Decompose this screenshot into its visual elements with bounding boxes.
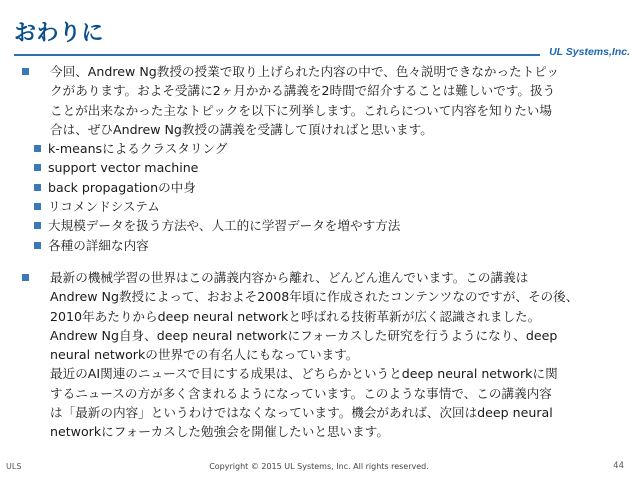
- square-bullet-icon: [34, 203, 41, 210]
- topic-list: [20, 139, 628, 255]
- bullet-line: クがあります。およそ受講に2ヶ月かかる講義を2時間で紹介することは難しいです。扱う: [50, 83, 556, 99]
- list-item: [20, 197, 628, 216]
- bullet-line: ことが出来なかった主なトピックを以下に列挙します。これらについて内容を知りたい場: [50, 102, 552, 118]
- list-item-label: 大規模データを扱う方法や、人工的に学習データを増やす方法: [48, 218, 401, 234]
- square-bullet-icon: [34, 145, 41, 152]
- square-bullet-icon: [22, 274, 29, 281]
- slide-body: [20, 62, 628, 442]
- bullet-line: 合は、ぜひAndrew Ng教授の講義を受講して頂ければと思います。: [50, 121, 433, 137]
- bullet-line: networkにフォーカスした勉強会を開催したいと思います。: [50, 424, 389, 440]
- page-number: 44: [613, 461, 624, 471]
- slide-title: おわりに: [14, 21, 105, 46]
- list-item: [20, 216, 628, 235]
- bullet-line: neural networkの世界での有名人にもなっています。: [50, 347, 359, 363]
- bullet-line: 今回、Andrew Ng教授の授業で取り上げられた内容の中で、色々説明できなかったトピッ: [50, 64, 559, 79]
- bullet-line: Andrew Ng教授によって、おおよそ2008年頃に作成されたコンテンツなのですが、その後、: [50, 289, 579, 305]
- square-bullet-icon: [34, 164, 41, 171]
- square-bullet-icon: [34, 184, 41, 191]
- bullet-line: 最近のAI関連のニュースで目にする成果は、どちらかというとdeep neural networkに関: [50, 366, 558, 382]
- bullet-line: するニュースの方が多く含まれるようになっています。このような事情で、この講義内容: [50, 385, 552, 401]
- bullet-deep-learning: [20, 268, 628, 442]
- company-logo: UL Systems,Inc.: [549, 46, 630, 58]
- bullet-line: Andrew Ng自身、deep neural networkにフォーカスした研究を行うようになり、deep: [50, 327, 558, 343]
- list-item: [20, 236, 628, 255]
- list-item-label: k-meansによるクラスタリング: [48, 141, 228, 157]
- footer-copyright: Copyright © 2015 UL Systems, Inc. All rights reserved.: [209, 462, 429, 471]
- list-item-label: support vector machine: [48, 160, 199, 176]
- bullet-line: は「最新の内容」というわけではなくなっています。機会があれば、次回はdeep neural: [50, 405, 553, 421]
- bullet-remaining-topics: [20, 62, 628, 139]
- list-item: [20, 158, 628, 177]
- square-bullet-icon: [22, 68, 29, 75]
- bullet-line: 2010年あたりからdeep neural networkと呼ばれる技術革新が広く認識されました。: [50, 308, 541, 324]
- header-divider: [14, 54, 540, 56]
- list-item-label: back propagationの中身: [48, 179, 196, 195]
- square-bullet-icon: [34, 242, 41, 249]
- square-bullet-icon: [34, 222, 41, 229]
- list-item: [20, 178, 628, 197]
- list-item: [20, 139, 628, 158]
- footer-company: ULS: [6, 462, 22, 471]
- bullet-line: 最新の機械学習の世界はこの講義内容から離れ、どんどん進んでいます。この講義は: [50, 269, 529, 285]
- list-item-label: リコメンドシステム: [48, 199, 160, 215]
- list-item-label: 各種の詳細な内容: [48, 237, 149, 253]
